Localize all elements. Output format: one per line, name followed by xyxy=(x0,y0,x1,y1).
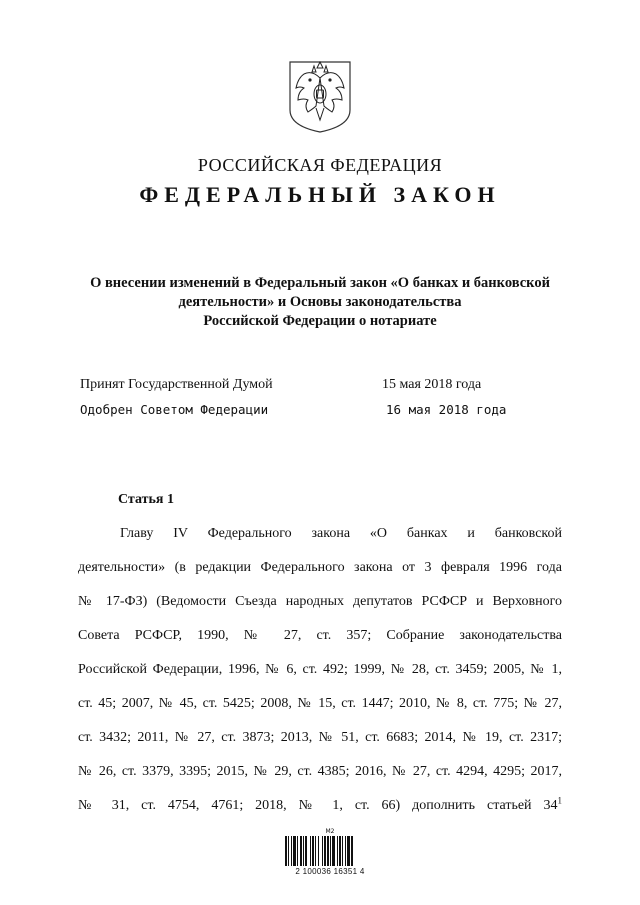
barcode-bars-icon xyxy=(284,836,376,866)
body-line: ст. 3432; 2011, № 27, ст. 3873; 2013, № 51, ст. 6683; 2014, № 19, ст. 2317; xyxy=(78,730,562,745)
article-number-superscript: 1 xyxy=(557,795,562,806)
body-line: № 26, ст. 3379, 3395; 2015, № 29, ст. 4385; 2016, № 27, ст. 4294, 4295; 2017, xyxy=(78,764,562,779)
body-line: Главу IV Федерального закона «О банках и банковской xyxy=(120,526,562,541)
law-title-line: О внесении изменений в Федеральный закон «О банках и банковской xyxy=(90,275,550,291)
body-line: деятельности» (в редакции Федерального закона от 3 февраля 1996 года xyxy=(78,560,562,575)
law-title-line: Российской Федерации о нотариате xyxy=(203,313,437,329)
body-line: Российской Федерации, 1996, № 6, ст. 492; 1999, № 28, ст. 3459; 2005, № 1, xyxy=(78,662,562,677)
article-heading: Статья 1 xyxy=(118,492,174,507)
law-title xyxy=(60,274,580,331)
body-line-last xyxy=(78,789,562,823)
article-body xyxy=(78,517,562,823)
barcode-number: 2 100036 16351 4 xyxy=(295,867,365,876)
body-line: № 17-ФЗ) (Ведомости Съезда народных депутатов РСФСР и Верховного xyxy=(78,594,562,609)
duma-adoption-label: Принят Государственной Думой xyxy=(80,377,273,392)
document-barcode xyxy=(282,828,378,876)
body-line: Совета РСФСР, 1990, № 27, ст. 357; Собрание законодательства xyxy=(78,628,562,643)
russian-coat-of-arms-emblem xyxy=(286,58,354,134)
council-approval-date: 16 мая 2018 года xyxy=(386,402,507,417)
body-line-text: № 31, ст. 4754, 4761; 2018, № 1, ст. 66) дополнить статьей 34 xyxy=(78,798,558,813)
country-heading: РОССИЙСКАЯ ФЕДЕРАЦИЯ xyxy=(197,155,443,175)
document-type-heading: ФЕДЕРАЛЬНЫЙ ЗАКОН xyxy=(139,182,501,207)
body-line: ст. 45; 2007, № 45, ст. 5425; 2008, № 15, ст. 1447; 2010, № 8, ст. 775; № 27, xyxy=(78,696,562,711)
council-approval-label: Одобрен Советом Федерации xyxy=(80,402,269,417)
barcode-top-mark: M2 xyxy=(325,828,335,835)
duma-adoption-date: 15 мая 2018 года xyxy=(382,377,482,392)
law-title-line: деятельности» и Основы законодательства xyxy=(178,294,462,310)
